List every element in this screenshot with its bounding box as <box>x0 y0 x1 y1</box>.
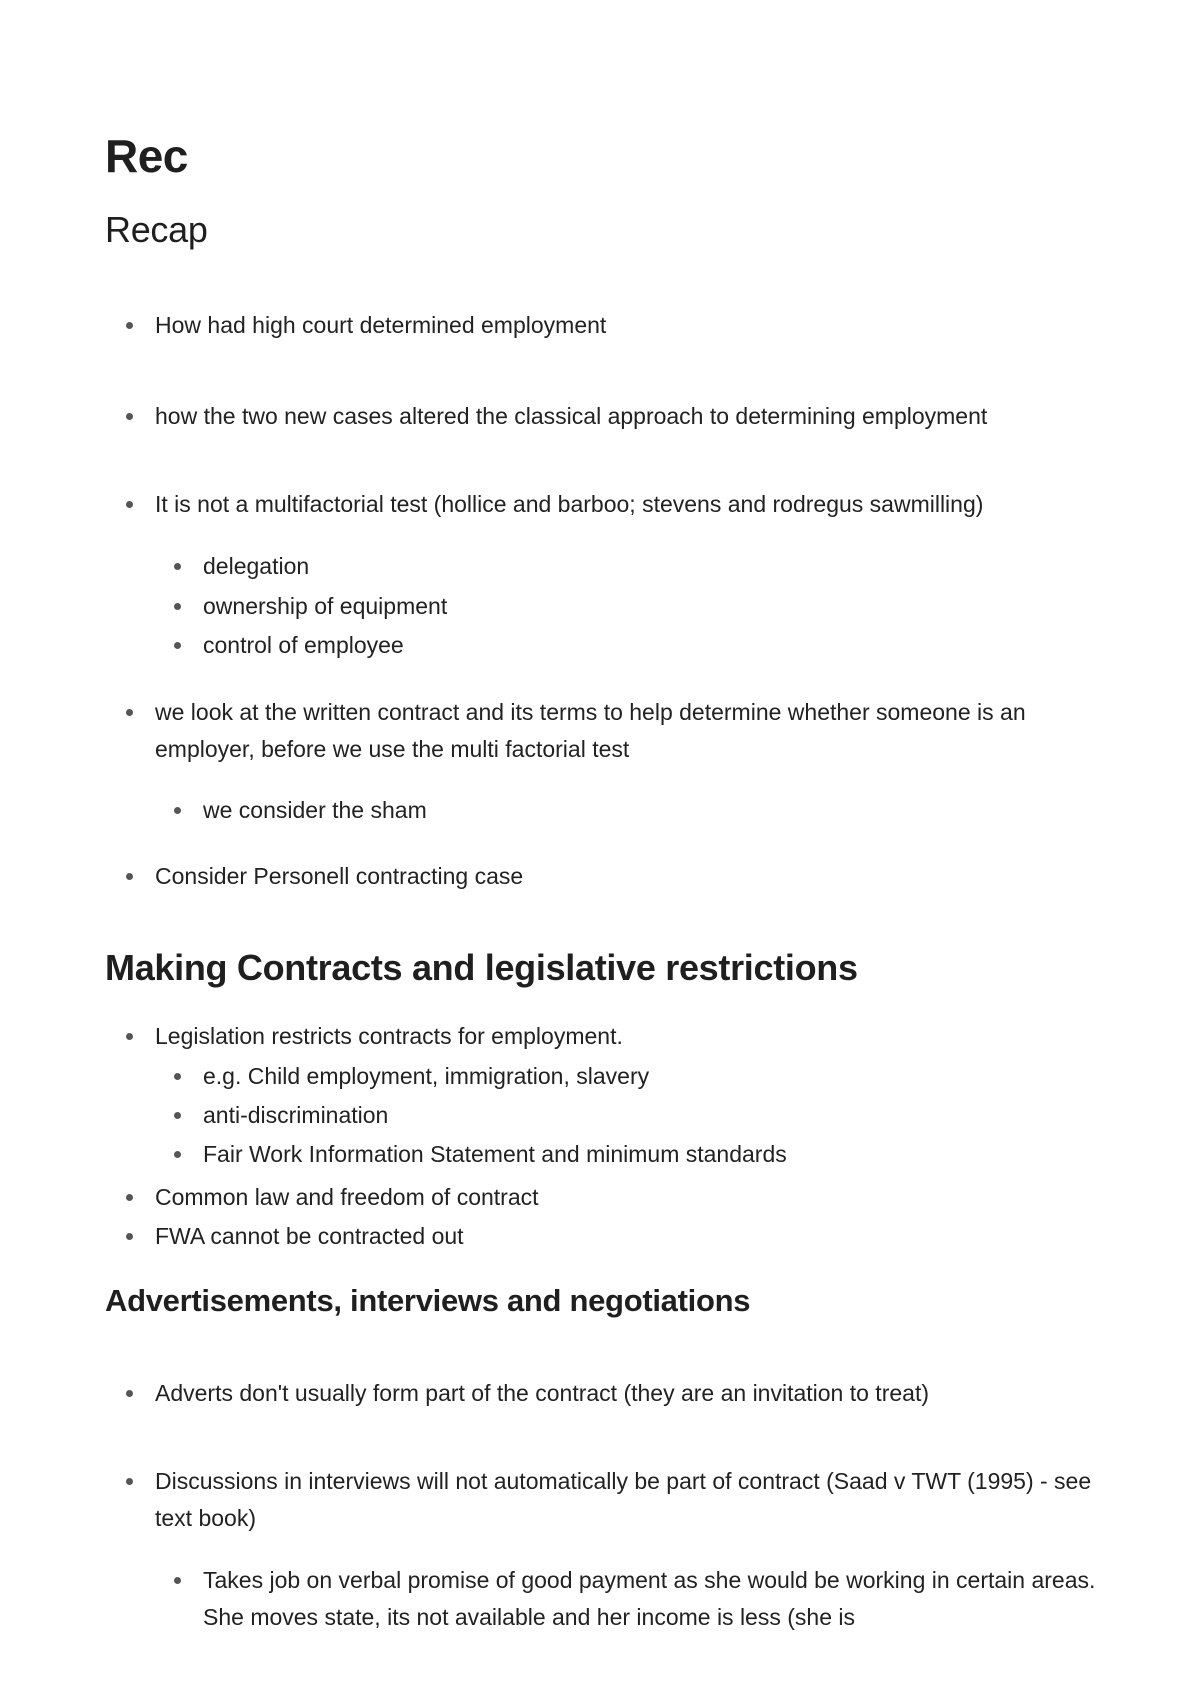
bullet-icon <box>126 1390 133 1397</box>
list-item: FWA cannot be contracted out <box>155 1218 1115 1255</box>
bullet-icon <box>174 1151 181 1158</box>
bullet-icon <box>126 1033 133 1040</box>
list-item: Legislation restricts contracts for employment. <box>155 1018 1115 1055</box>
bullet-icon <box>126 873 133 880</box>
bullet-icon <box>174 1112 181 1119</box>
list-item: ownership of equipment <box>203 588 1103 625</box>
bullet-icon <box>174 1073 181 1080</box>
list-item: anti-discrimination <box>203 1097 1103 1134</box>
bullet-icon <box>126 1478 133 1485</box>
list-item: It is not a multifactorial test (hollice and barboo; stevens and rodregus sawmilling) <box>155 486 1115 523</box>
bullet-icon <box>174 603 181 610</box>
list-item: we consider the sham <box>203 792 1103 829</box>
bullet-icon <box>174 563 181 570</box>
list-item: we look at the written contract and its terms to help determine whether someone is an employer, before we use the multi factorial test <box>155 694 1115 768</box>
list-item: Fair Work Information Statement and minimum standards <box>203 1136 1103 1173</box>
list-item: control of employee <box>203 627 1103 664</box>
page-title: Rec <box>105 130 188 182</box>
list-item: Adverts don't usually form part of the contract (they are an invitation to treat) <box>155 1375 1115 1412</box>
bullet-icon <box>174 642 181 649</box>
list-item: How had high court determined employment <box>155 307 1115 344</box>
bullet-icon <box>126 501 133 508</box>
making-contracts-heading: Making Contracts and legislative restrictions <box>105 947 858 988</box>
bullet-icon <box>126 1194 133 1201</box>
adverts-heading: Advertisements, interviews and negotiations <box>105 1283 751 1318</box>
bullet-icon <box>174 1577 181 1584</box>
bullet-icon <box>126 709 133 716</box>
bullet-icon <box>126 322 133 329</box>
list-item: Consider Personell contracting case <box>155 858 1115 895</box>
bullet-icon <box>174 807 181 814</box>
bullet-icon <box>126 1233 133 1240</box>
list-item: how the two new cases altered the classical approach to determining employment <box>155 398 1115 435</box>
list-item: Common law and freedom of contract <box>155 1179 1115 1216</box>
list-item: e.g. Child employment, immigration, slavery <box>203 1058 1103 1095</box>
recap-heading: Recap <box>105 209 208 250</box>
list-item: Discussions in interviews will not automatically be part of contract (Saad v TWT (1995) - see text book) <box>155 1463 1115 1537</box>
list-item: delegation <box>203 548 1103 585</box>
bullet-icon <box>126 413 133 420</box>
list-item: Takes job on verbal promise of good payment as she would be working in certain areas. She moves state, its not available and her income is less (she is <box>203 1562 1103 1636</box>
